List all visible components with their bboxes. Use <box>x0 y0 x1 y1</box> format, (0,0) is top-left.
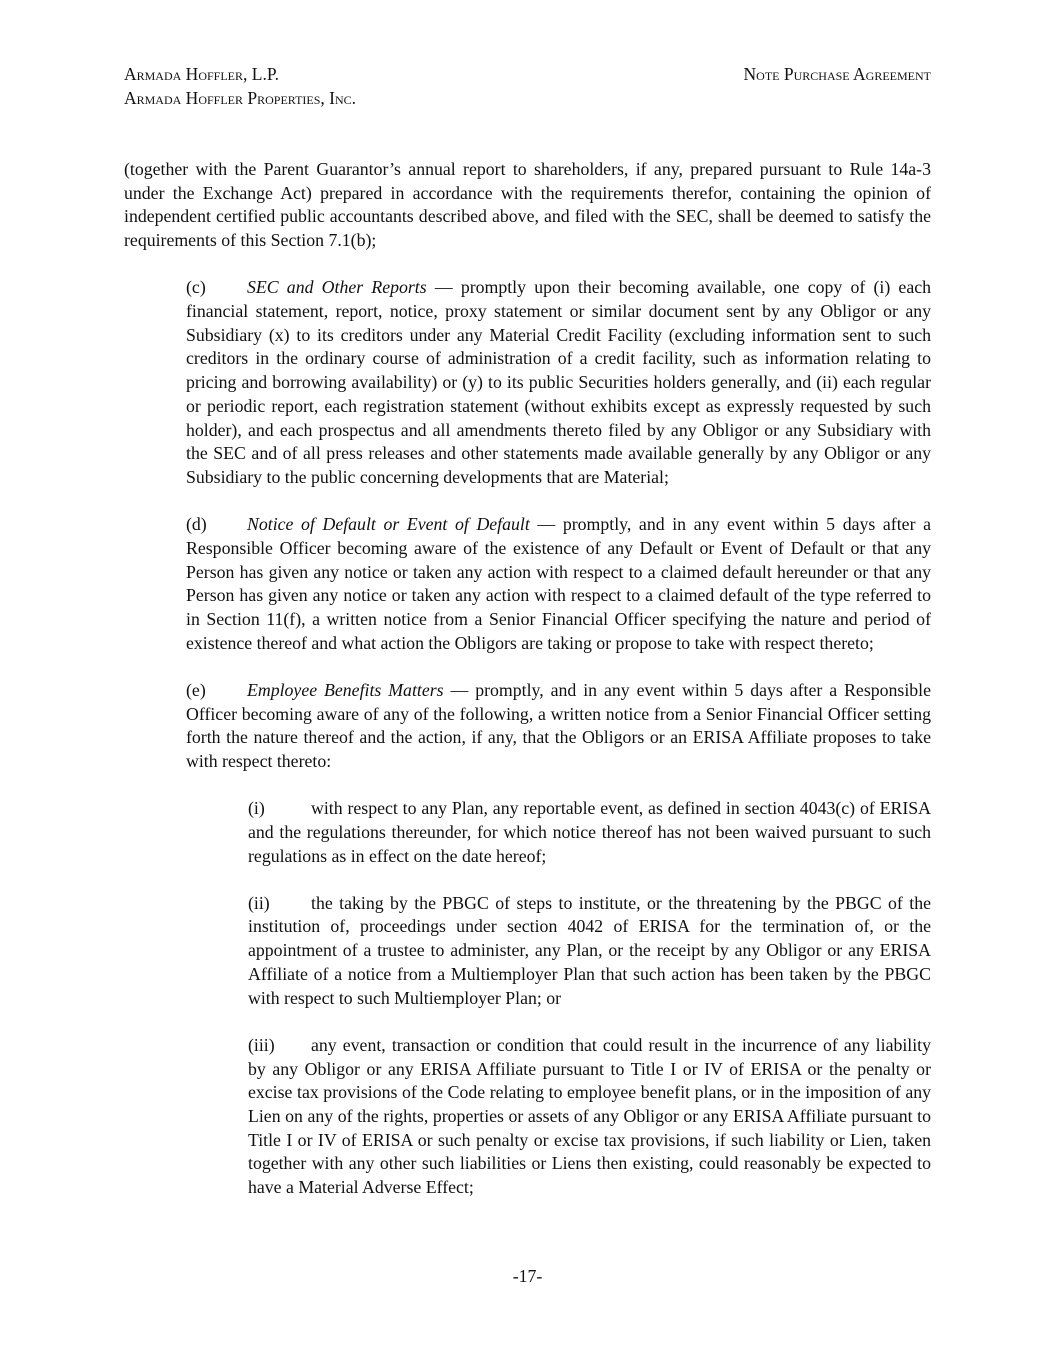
document-body <box>124 158 931 1223</box>
paragraph-d <box>124 513 931 655</box>
subparagraph-ii-label: (ii) <box>248 892 270 913</box>
paragraph-c <box>124 276 931 489</box>
subparagraph-i <box>186 797 931 868</box>
paragraph-e-text: — promptly, and in any event within 5 days after a Responsible Officer becoming aware of any of the following, a written notice from a Senior Financial Officer setting forth the nature thereof and the action, if any, that the Obligors or an ERISA Affiliate proposes to take with respect thereto: <box>186 679 931 771</box>
subparagraph-i-label: (i) <box>248 798 265 819</box>
paragraph-e <box>124 679 931 774</box>
paragraph-c-label: (c) <box>186 277 206 298</box>
paragraph-c-text: — promptly upon their becoming available, one copy of (i) each financial statement, report, notice, proxy statement or similar document sent by any Obligor or any Subsidiary (x) to its creditors under any Material Credit Facility (excluding information sent to such creditors in the ordinary course of administration of a credit facility, such as information relating to pricing and borrowing availability) or (y) to its public Securities holders generally, and (ii) each regular or periodic report, each registration statement (without exhibits except as expressly requested by such holder), and each prospectus and all amendments thereto filed by any Obligor or any Subsidiary with the SEC and of all press releases and other statements made available generally by any Obligor or any Subsidiary to the public concerning developments that are Material; <box>186 277 931 487</box>
paragraph-intro: (together with the Parent Guarantor’s annual report to shareholders, if any, prepared pursuant to Rule 14a-3 under the Exchange Act) prepared in accordance with the requirements therefor, containing the opinion of independent certified public accountants described above, and filed with the SEC, shall be deemed to satisfy the requirements of this Section 7.1(b); <box>124 159 931 251</box>
paragraph-d-text: — promptly, and in any event within 5 days after a Responsible Officer becoming aware of the existence of any Default or Event of Default or that any Person has given any notice or taken any action with respect to a claimed default hereunder or that any Person has given any notice or taken any action with respect to a claimed default of the type referred to in Section 11(f), a written notice from a Senior Financial Officer specifying the nature and period of existence thereof and what action the Obligors are taking or propose to take with respect thereto; <box>186 514 932 653</box>
page-number: -17- <box>512 1266 543 1286</box>
subparagraph-ii-text: the taking by the PBGC of steps to institute, or the threatening by the PBGC of the institution of, proceedings under section 4042 of ERISA for the termination of, or the appointment of a trustee to administer, any Plan, or the receipt by any Obligor or any ERISA Affiliate of a notice from a Multiemployer Plan that such action has been taken by the PBGC with respect to such Multiemployer Plan; or <box>248 892 931 1008</box>
subparagraph-i-text: with respect to any Plan, any reportable event, as defined in section 4043(c) of ERISA and the regulations thereunder, for which notice thereof has not been waived pursuant to such regulations as in effect on the date hereof; <box>248 798 931 866</box>
paragraph-e-title: Employee Benefits Matters <box>247 679 444 700</box>
paragraph-d-label: (d) <box>186 514 207 535</box>
paragraph-c-title: SEC and Other Reports <box>247 277 427 298</box>
header-company-line1: Armada Hoffler, L.P. <box>124 64 279 84</box>
subparagraph-iii-label: (iii) <box>248 1034 275 1055</box>
subparagraph-iii <box>186 1034 931 1200</box>
header-company-line2: Armada Hoffler Properties, Inc. <box>124 88 357 108</box>
paragraph-e-label: (e) <box>186 679 206 700</box>
subparagraph-ii <box>186 892 931 1011</box>
subparagraph-list <box>124 797 931 1200</box>
subparagraph-iii-text: any event, transaction or condition that could result in the incurrence of any liability by any Obligor or any ERISA Affiliate pursuant to Title I or IV of ERISA or the penalty or excise tax provisions of the Code relating to employee benefit plans, or in the imposition of any Lien on any of the rights, properties or assets of any Obligor or any ERISA Affiliate pursuant to Title I or IV of ERISA or such penalty or excise tax provisions, if such liability or Lien, taken together with any other such liabilities or Liens then existing, could reasonably be expected to have a Material Adverse Effect; <box>248 1034 931 1198</box>
header-left <box>124 62 356 110</box>
header-document-title: Note Purchase Agreement <box>743 64 931 84</box>
paragraph-d-title: Notice of Default or Event of Default <box>247 514 530 535</box>
